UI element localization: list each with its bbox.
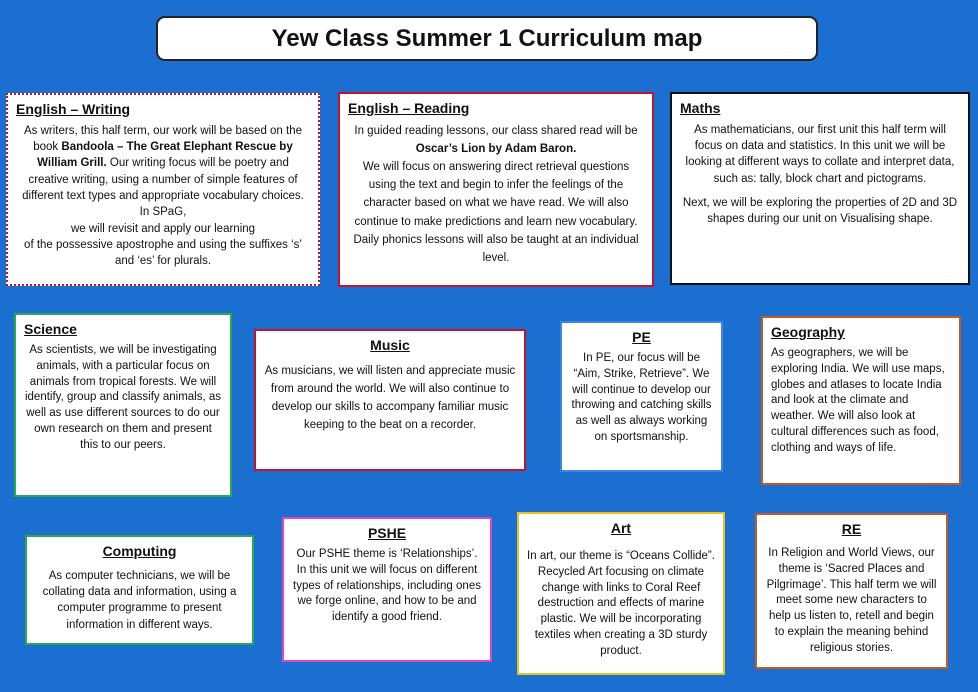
page-title: Yew Class Summer 1 Curriculum map bbox=[156, 16, 818, 61]
geography-heading: Geography bbox=[771, 324, 845, 340]
computing-text: As computer technicians, we will be collating data and information, using a computer programme to present information in different ways. bbox=[42, 569, 237, 631]
pshe-text: Our PSHE theme is ‘Relationships’. In this unit we will focus on different types of relationships, including ones we forge online, and how to be and identify a good friend. bbox=[293, 547, 481, 624]
art-box bbox=[517, 512, 725, 675]
maths-text-2: Next, we will be exploring the properties of 2D and 3D shapes during our unit on Visualising shape. bbox=[682, 197, 958, 226]
english-writing-heading: English – Writing bbox=[16, 101, 131, 117]
art-text: In art, our theme is “Oceans Collide”. Recycled Art focusing on climate change with links to Coral Reef destruction and effects of marine plastic. We will be incorporating textiles when creating a 3D sturdy product. bbox=[527, 549, 715, 657]
art-heading: Art bbox=[610, 520, 632, 536]
music-heading: Music bbox=[370, 337, 410, 353]
pe-heading: PE bbox=[632, 329, 651, 345]
english-writing-box bbox=[6, 93, 320, 286]
english-writing-text: As writers, this half term, our work will be based on the book Bandoola – The Great Elephant Rescue by William Grill. Our writing focus will be poetry and creative writing, using a number of simple features of different text types and appropriate vocabulary choices. In SPaG, we will revisit and apply our learning of the possessive apostrophe and using the suffixes ‘s’ and ‘es’ for plurals. bbox=[22, 124, 304, 268]
maths-heading: Maths bbox=[680, 100, 721, 116]
science-box bbox=[14, 313, 232, 497]
geography-box bbox=[761, 316, 961, 485]
re-heading: RE bbox=[841, 521, 862, 537]
computing-heading: Computing bbox=[102, 543, 177, 559]
english-reading-heading: English – Reading bbox=[348, 100, 470, 116]
science-text: As scientists, we will be investigating animals, with a particular focus on animals from tropical forests. We will identify, group and classify animals, as well as use different sources to do our own research on them and present this to our peers. bbox=[24, 343, 222, 451]
re-box bbox=[755, 513, 948, 669]
english-reading-text: In guided reading lessons, our class shared read will be Oscar’s Lion by Adam Baron. We will focus on answering direct retrieval questions using the text and begin to infer the feelings of the character based on what we have read. We will also continue to make predictions and learn new vocabulary. Daily phonics lessons will also be taught at an individual level. bbox=[353, 124, 639, 264]
pshe-heading: PSHE bbox=[367, 525, 407, 541]
music-box bbox=[254, 329, 526, 471]
re-text: In Religion and World Views, our theme is ‘Sacred Places and Pilgrimage’. This half term we will meet some new characters to help us listen to, retell and begin to explain the meaning behind religious stories. bbox=[766, 546, 937, 654]
pe-text: In PE, our focus will be “Aim, Strike, Retrieve”. We will continue to develop our throwing and catching skills as well as always working on sportsmanship. bbox=[571, 351, 712, 444]
science-heading: Science bbox=[24, 321, 77, 337]
maths-box bbox=[670, 92, 970, 285]
computing-box bbox=[25, 535, 254, 645]
pe-box bbox=[560, 321, 723, 472]
maths-text-1: As mathematicians, our first unit this half term will focus on data and statistics. In this unit we will be looking at different ways to collate and interpret data, such as: tally, block chart and pictograms. bbox=[685, 123, 955, 185]
geography-text: As geographers, we will be exploring India. We will use maps, globes and atlases to locate India and look at the climate and weather. We will also look at cultural differences such as food, clothing and ways of life. bbox=[771, 346, 945, 454]
book-title: Bandoola – The Great Elephant Rescue by William Grill. bbox=[37, 141, 293, 170]
pshe-box bbox=[282, 517, 492, 662]
english-reading-box bbox=[338, 92, 654, 287]
music-text: As musicians, we will listen and appreciate music from around the world. We will also continue to develop our skills to accompany familiar music keeping to the beat on a recorder. bbox=[264, 364, 516, 432]
shared-read-title: Oscar’s Lion by Adam Baron. bbox=[415, 142, 577, 155]
